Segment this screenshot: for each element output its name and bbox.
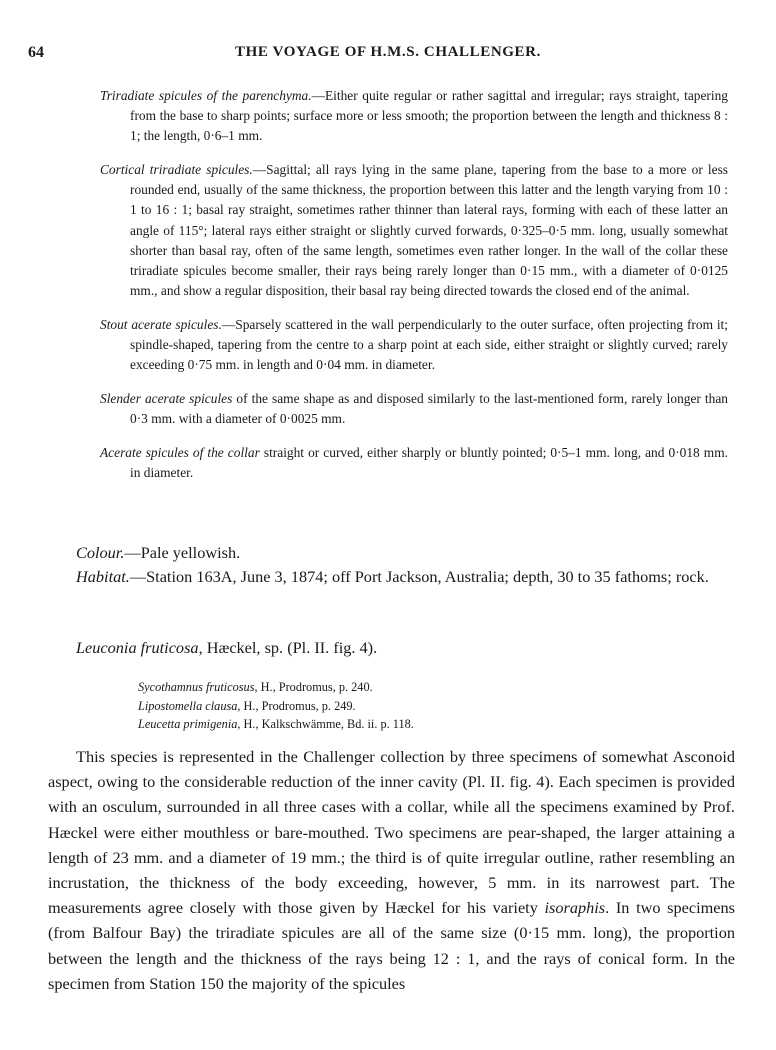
synonym-entry bbox=[138, 678, 414, 697]
spicule-text: —Sparsely scattered in the wall perpendicularly to the outer surface, often projecting from it; spindle-shaped, tapering from the centre to a sharp point at each side, either straight or slightly curved; rarely exceeding 0·75 mm. in length and 0·04 mm. in diameter. bbox=[130, 316, 728, 373]
synonym-name: Lipostomella clausa bbox=[138, 698, 238, 713]
spicule-text: —Either quite regular or rather sagittal and irregular; rays straight, tapering from the base to sharp points; surface more or less smooth; the proportion between the length and thickness 8 : 1; the length, 0·6–1 mm. bbox=[130, 88, 729, 144]
spicule-text: of the same shape as and disposed similarly to the last-mentioned form, rarely longer than 0·3 mm. with a diameter of 0·0025 mm. bbox=[130, 390, 728, 427]
synonym-ref: , H., Prodromus, p. 249. bbox=[237, 698, 356, 713]
synonym-entry bbox=[138, 697, 414, 716]
spicule-text: straight or curved, either sharply or bluntly pointed; 0·5–1 mm. long, and 0·018 mm. in diameter. bbox=[130, 444, 728, 480]
synonym-name: Sycothamnus fruticosus bbox=[138, 680, 255, 694]
colour-label: Colour. bbox=[76, 543, 125, 562]
synonym-ref: , H., Prodromus, p. 240. bbox=[254, 680, 373, 694]
variety-name: isoraphis bbox=[544, 898, 606, 918]
habitat-label: Habitat. bbox=[76, 567, 130, 586]
page-header bbox=[28, 44, 748, 68]
habitat-section bbox=[48, 564, 735, 589]
spicule-entry bbox=[100, 443, 728, 483]
spicule-term: Cortical triradiate spicules. bbox=[100, 162, 253, 177]
description-text: This species is represented in the Challenger collection by three specimens of somewhat Asconoid aspect, owing to the considerable reduction of the inner cavity (Pl. II. fig. 4). Each specimen is provided with an osculum, surrounded in all three cases with a collar, while all the specimens examined by Prof. Hæckel were either mouthless or bare-mouthed. Two specimens are pear-shaped, the larger attaining a length of 23 mm. and a diameter of 19 mm.; the third is of quite irregular outline, rather resembling an incrustation, the thickness of the body exceeding, however, 5 mm. in its narrowest part. The measurements agree closely with those given by Hæckel for his variety bbox=[48, 747, 735, 918]
habitat-text: —Station 163A, June 3, 1874; off Port Jackson, Australia; depth, 30 to 35 fathoms; rock. bbox=[129, 567, 709, 586]
spicule-entry bbox=[100, 315, 728, 376]
species-authority: , Hæckel, sp. (Pl. II. fig. 4). bbox=[198, 638, 378, 657]
spicule-text: —Sagittal; all rays lying in the same plane, tapering from the base to a more or less rounded end, usually of the same thickness, the proportion between this latter and the length varying from 10 : 1 to 16 : 1; basal ray straight, sometimes rather thinner than lateral rays, forming with each of these latter an angle of 115°; lateral rays either straight or slightly curved forwards, 0·325–0·5 mm. long, usually somewhat shorter than basal ray, often of the same length, sometimes even rather longer. In the wall of the collar these triradiate spicules become smaller, their rays being rarely longer than 0·15 mm., with a diameter of 0·0125 mm., and show a regular disposition, their basal ray being directed towards the closed end of the animal. bbox=[130, 162, 729, 299]
spicule-entry bbox=[100, 389, 728, 429]
running-title: THE VOYAGE OF H.M.S. CHALLENGER. bbox=[235, 44, 541, 60]
synonym-list bbox=[138, 678, 414, 734]
description-text-continued: . In two specimens (from Balfour Bay) the triradiate spicules are all of the same size (0·15 mm. long), the proportion between the length and the thickness of the rays being 12 : 1, and the rays of conical form. In the specimen from Station 150 the majority of the spicules bbox=[48, 898, 735, 993]
species-name: Leuconia fruticosa bbox=[76, 638, 199, 657]
species-heading bbox=[76, 638, 377, 658]
spicule-descriptions bbox=[100, 86, 728, 487]
spicule-term: Slender acerate spicules bbox=[100, 390, 233, 406]
description-paragraph bbox=[48, 744, 735, 996]
synonym-ref: , H., Kalkschwämme, Bd. ii. p. 118. bbox=[237, 717, 414, 731]
spicule-entry bbox=[100, 160, 728, 301]
spicule-term: Stout acerate spicules. bbox=[100, 316, 222, 332]
spicule-term: Acerate spicules of the collar bbox=[100, 444, 260, 460]
colour-paragraph bbox=[48, 540, 735, 565]
colour-section bbox=[48, 540, 735, 565]
page-number: 64 bbox=[28, 44, 44, 61]
spicule-term: Triradiate spicules of the parenchyma. bbox=[100, 88, 312, 103]
habitat-paragraph bbox=[48, 564, 735, 589]
synonym-entry bbox=[138, 715, 414, 734]
colour-text: —Pale yellowish. bbox=[124, 543, 241, 562]
spicule-entry bbox=[100, 86, 728, 147]
description-section bbox=[48, 744, 735, 996]
synonym-name: Leucetta primigenia bbox=[138, 717, 238, 731]
